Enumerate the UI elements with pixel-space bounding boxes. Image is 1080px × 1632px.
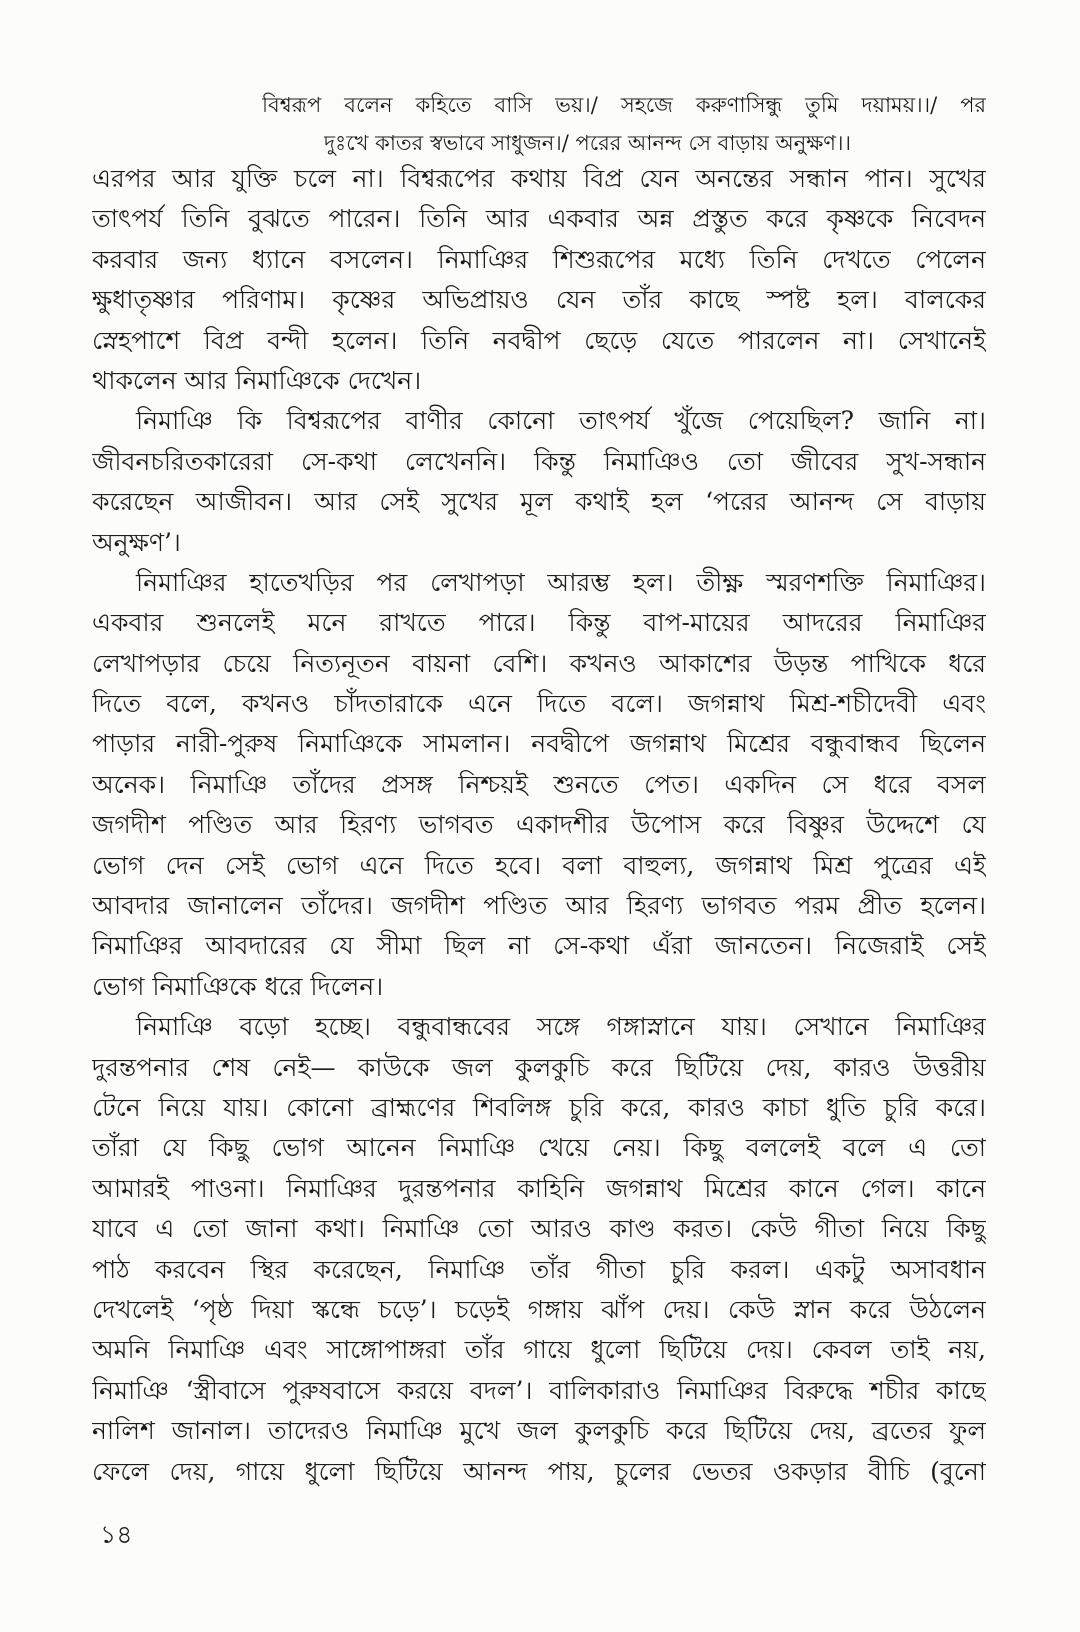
text-line: নিমাঞির হাতেখড়ির পর লেখাপড়া আরম্ভ হল। তীক্ষ্ণ স্মরণশক্তি নিমাঞির। — [136, 567, 986, 597]
text-line: যাবে এ তো জানা কথা। নিমাঞি তো আরও কাণ্ড করত। কেউ গীতা নিয়ে কিছু — [92, 1214, 986, 1244]
text-line: দুরন্তপনার শেষ নেই— কাউকে জল কুলকুচি করে ছিটিয়ে দেয়, কারও উত্তরীয় — [92, 1052, 986, 1082]
text-line: তাঁরা যে কিছু ভোগ আনেন নিমাঞি খেয়ে নেয়। কিছু বললেই বলে এ তো — [92, 1133, 986, 1163]
text-line: পাঠ করবেন স্থির করেছেন, নিমাঞি তাঁর গীতা চুরি করল। একটু অসাবধান — [92, 1254, 986, 1284]
verse-line: দুঃখে কাতর স্বভাবে সাধুজন।/ পরের আনন্দ সে বাড়ায় অনুক্ষণ।। — [324, 131, 851, 155]
text-line: জীবনচরিতকারেরা সে-কথা লেখেননি। কিন্তু নিমাঞিও তো জীবের সুখ-সন্ধান — [92, 446, 986, 476]
text-line: নিমাঞি ‘স্ত্রীবাসে পুরুষবাসে করয়ে বদল’। বালিকারাও নিমাঞির বিরুদ্ধে শচীর কাছে — [92, 1375, 986, 1405]
text-line: জগদীশ পণ্ডিত আর হিরণ্য ভাগবত একাদশীর উপোস করে বিষ্ণুর উদ্দেশে যে — [92, 810, 986, 840]
text-line: অনুক্ষণ’। — [92, 527, 181, 557]
text-line: দেখলেই ‘পৃষ্ঠ দিয়া স্কন্ধে চড়ে’। চড়েই গঙ্গায় ঝাঁপ দেয়। কেউ স্নান করে উঠলেন — [92, 1294, 986, 1324]
text-line: নালিশ জানাল। তাদেরও নিমাঞি মুখে জল কুলকুচি করে ছিটিয়ে দেয়, ব্রতের ফুল — [92, 1416, 986, 1446]
paragraph — [92, 401, 986, 563]
text-line: করবার জন্য ধ্যানে বসলেন। নিমাঞির শিশুরূপের মধ্যে তিনি দেখতে পেলেন — [92, 244, 986, 274]
text-line: অমনি নিমাঞি এবং সাঙ্গোপাঙ্গরা তাঁর গায়ে ধুলো ছিটিয়ে দেয়। কেবল তাই নয়, — [92, 1335, 986, 1365]
text-line: পাড়ার নারী-পুরুষ নিমাঞিকে সামলান। নবদ্বীপে জগন্নাথ মিশ্রের বন্ধুবান্ধব ছিলেন — [92, 729, 986, 759]
text-line: আমারই পাওনা। নিমাঞির দুরন্তপনার কাহিনি জগন্নাথ মিশ্রের কানে গেল। কানে — [92, 1173, 986, 1203]
body-text — [92, 159, 986, 1492]
text-line: অনেক। নিমাঞি তাঁদের প্রসঙ্গ নিশ্চয়ই শুনতে পেত। একদিন সে ধরে বসল — [92, 769, 986, 799]
page-number: ১৪ — [100, 1520, 133, 1549]
text-line: একবার শুনলেই মনে রাখতে পারে। কিন্তু বাপ-মায়ের আদরের নিমাঞির — [92, 608, 986, 638]
text-line: নিমাঞির আবদারের যে সীমা ছিল না সে-কথা এঁরা জানতেন। নিজেরাই সেই — [92, 931, 986, 961]
text-line: আবদার জানালেন তাঁদের। জগদীশ পণ্ডিত আর হিরণ্য ভাগবত পরম প্রীত হলেন। — [92, 891, 986, 921]
text-line: ক্ষুধাতৃষ্ণার পরিণাম। কৃষ্ণের অভিপ্রায়ও যেন তাঁর কাছে স্পষ্ট হল। বালকের — [92, 285, 986, 315]
paragraph — [92, 1007, 986, 1492]
text-line: ভোগ দেন সেই ভোগ এনে দিতে হবে। বলা বাহুল্য, জগন্নাথ মিশ্র পুত্রের এই — [92, 850, 986, 880]
text-line: ভোগ নিমাঞিকে ধরে দিলেন। — [92, 971, 384, 1001]
paragraph — [92, 563, 986, 1007]
text-line: নিমাঞি কি বিশ্বরূপের বাণীর কোনো তাৎপর্য খুঁজে পেয়েছিল? জানি না। — [136, 406, 986, 436]
text-line: নিমাঞি বড়ো হচ্ছে। বন্ধুবান্ধবের সঙ্গে গঙ্গাস্নানে যায়। সেখানে নিমাঞির — [136, 1012, 986, 1042]
text-line: স্নেহপাশে বিপ্র বন্দী হলেন। তিনি নবদ্বীপ ছেড়ে যেতে পারলেন না। সেখানেই — [92, 325, 986, 355]
text-line: ফেলে দেয়, গায়ে ধুলো ছিটিয়ে আনন্দ পায়, চুলের ভেতর ওকড়ার বীচি (বুনো — [92, 1456, 986, 1486]
verse-line: বিশ্বরূপ বলেন কহিতে বাসি ভয়।/ সহজে করুণাসিন্ধু তুমি দয়াময়।।/ পর — [262, 93, 986, 117]
paragraph — [92, 159, 986, 401]
text-line: লেখাপড়ার চেয়ে নিত্যনূতন বায়না বেশি। কখনও আকাশের উড়ন্ত পাখিকে ধরে — [92, 648, 986, 678]
text-line: এরপর আর যুক্তি চলে না। বিশ্বরূপের কথায় বিপ্র যেন অনন্তের সন্ধান পান। সুখের — [92, 164, 986, 193]
text-line: তাৎপর্য তিনি বুঝতে পারেন। তিনি আর একবার অন্ন প্রস্তুত করে কৃষ্ণকে নিবেদন — [92, 204, 986, 234]
text-line: দিতে বলে, কখনও চাঁদতারাকে এনে দিতে বলে। জগন্নাথ মিশ্র-শচীদেবী এবং — [92, 689, 986, 719]
text-line: থাকলেন আর নিমাঞিকে দেখেন। — [92, 365, 422, 395]
text-line: করেছেন আজীবন। আর সেই সুখের মূল কথাই হল ‘পরের আনন্দ সে বাড়ায় — [92, 487, 986, 517]
text-line: টেনে নিয়ে যায়। কোনো ব্রাহ্মণের শিবলিঙ্গ চুরি করে, কারও কাচা ধুতি চুরি করে। — [92, 1092, 986, 1122]
